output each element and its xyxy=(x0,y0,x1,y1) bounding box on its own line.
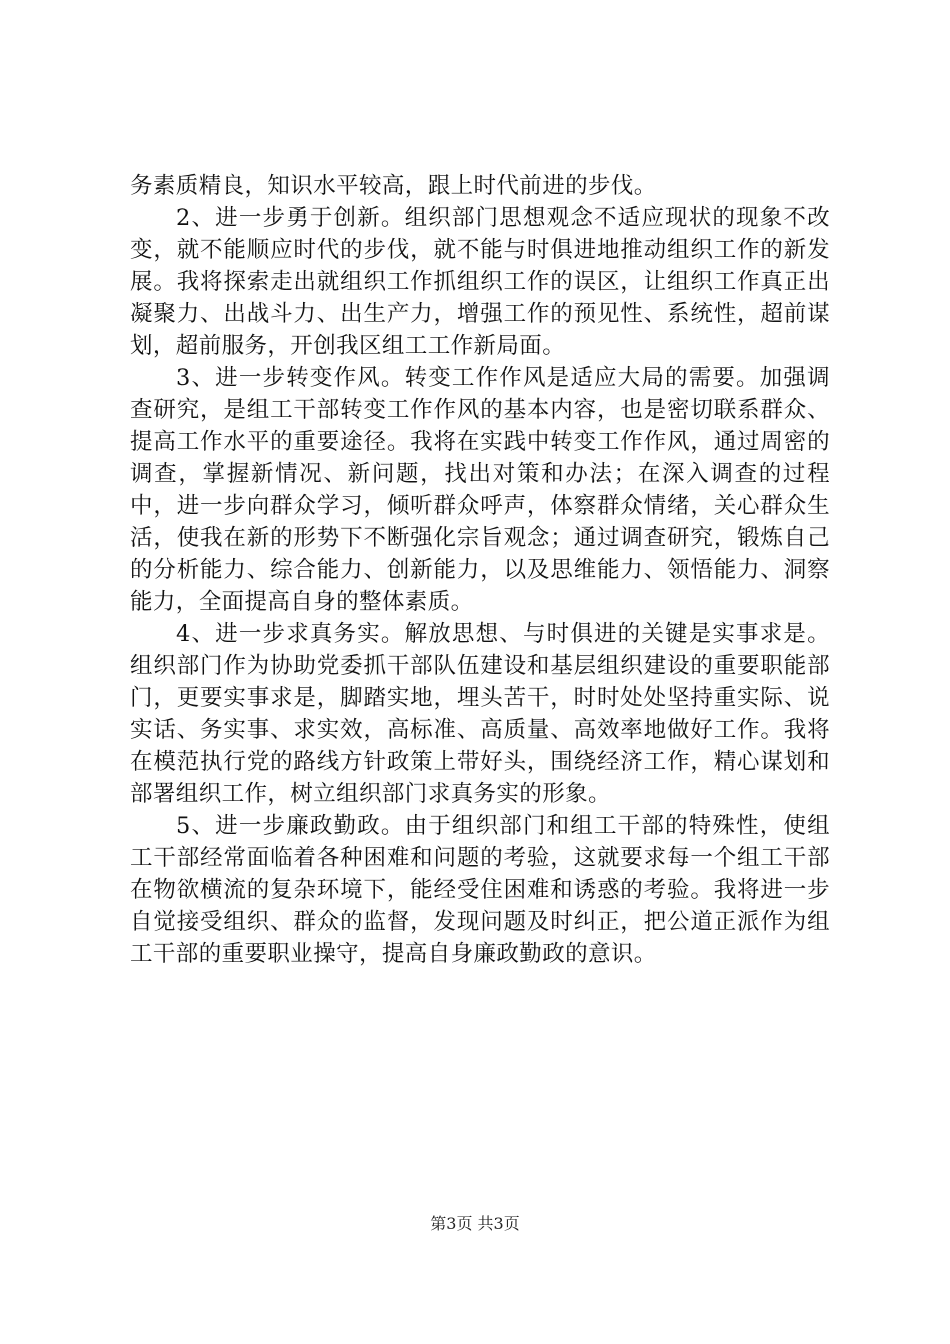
paragraph-innovation: 2、进一步勇于创新。组织部门思想观念不适应现状的现象不改变，就不能顺应时代的步伐，就不能与时俱进地推动组织工作的新发展。我将探索走出就组织工作抓组织工作的误区，让组织工作真正出凝聚力、出战斗力、出生产力，增强工作的预见性、系统性，超前谋划，超前服务，开创我区组工工作新局面。 xyxy=(130,205,830,359)
paragraph-continuation: 务素质精良，知识水平较高，跟上时代前进的步伐。 xyxy=(130,173,657,199)
paragraph-pragmatism: 4、进一步求真务实。解放思想、与时俱进的关键是实事求是。组织部门作为协助党委抓干部队伍建设和基层组织建设的重要职能部门，更要实事求是，脚踏实地，埋头苦干，时时处处坚持重实际、说实话、务实事、求实效，高标准、高质量、高效率地做好工作。我将在模范执行党的路线方针政策上带好头，围绕经济工作，精心谋划和部署组织工作，树立组织部门求真务实的形象。 xyxy=(130,621,830,807)
paragraph-integrity: 5、进一步廉政勤政。由于组织部门和组工干部的特殊性，使组工干部经常面临着各种困难和问题的考验，这就要求每一个组工干部在物欲横流的复杂环境下，能经受住困难和诱惑的考验。我将进一步自觉接受组织、群众的监督，发现问题及时纠正，把公道正派作为组工干部的重要职业操守，提高自身廉政勤政的意识。 xyxy=(130,813,830,967)
page-footer: 第3页 共3页 xyxy=(430,1214,520,1233)
paragraph-work-style: 3、进一步转变作风。转变工作作风是适应大局的需要。加强调查研究，是组工干部转变工作作风的基本内容，也是密切联系群众、提高工作水平的重要途径。我将在实践中转变工作作风，通过周密的调查，掌握新情况、新问题，找出对策和办法；在深入调查的过程中，进一步向群众学习，倾听群众呼声，体察群众情绪，关心群众生活，使我在新的形势下不断强化宗旨观念；通过调查研究，锻炼自己的分析能力、综合能力、创新能力，以及思维能力、领悟能力、洞察能力，全面提高自身的整体素质。 xyxy=(130,365,830,615)
document-body xyxy=(130,170,830,970)
